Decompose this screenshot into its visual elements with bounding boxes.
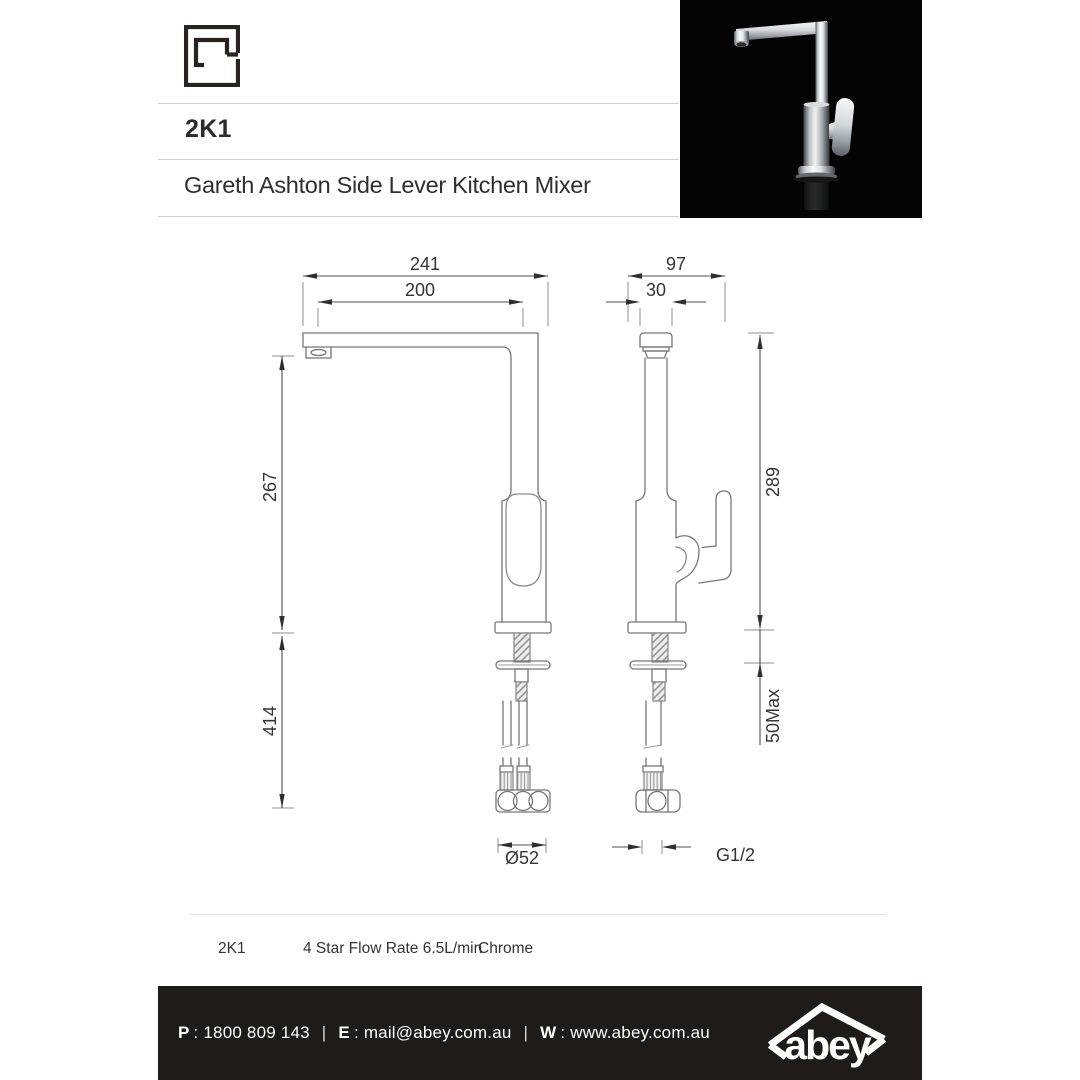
- dim-spout-reach-label: 200: [404, 280, 436, 300]
- technical-drawing: [240, 246, 800, 896]
- dim-height-above-bench-label: 267: [260, 471, 280, 503]
- dim-overall-height-label: 289: [763, 466, 783, 498]
- spec-row-divider: [190, 914, 886, 915]
- email-address[interactable]: : mail@abey.com.au: [353, 1023, 512, 1042]
- front-view-outline: [303, 333, 551, 812]
- abey-logo-text: abey: [784, 1022, 870, 1068]
- side-view-outline: [628, 333, 731, 812]
- header-rule-middle: [158, 159, 679, 160]
- dim-below-bench-length-label: 414: [260, 705, 280, 737]
- dim-thread-size-label: G1/2: [716, 845, 756, 865]
- product-code: 2K1: [185, 115, 232, 143]
- dim-max-bench-thickness-label: 50Max: [763, 688, 783, 744]
- abey-logo: [766, 999, 890, 1071]
- product-title: Gareth Ashton Side Lever Kitchen Mixer: [184, 172, 591, 198]
- header-rule-bottom: [158, 216, 679, 217]
- dimension-lines: [282, 276, 760, 847]
- email-label: E: [338, 1023, 350, 1042]
- dim-side-depth-label: 97: [665, 254, 687, 274]
- gareth-ashton-logo-icon: [184, 25, 240, 87]
- dim-overall-reach-label: 241: [409, 254, 441, 274]
- product-photo: [680, 0, 922, 218]
- footer-separator: |: [321, 1023, 327, 1042]
- footer-contact-line: [178, 986, 710, 1080]
- footer-bar: [158, 986, 922, 1080]
- dimension-arrows: [279, 273, 762, 849]
- phone-label: P: [178, 1023, 190, 1042]
- spec-product-code: 2K1: [218, 940, 246, 957]
- extension-lines: [272, 282, 774, 854]
- dim-neck-width-label: 30: [645, 280, 667, 300]
- phone-number[interactable]: : 1800 809 143: [193, 1023, 310, 1042]
- footer-separator: |: [523, 1023, 529, 1042]
- web-label: W: [540, 1023, 557, 1042]
- spec-finish: Chrome: [478, 940, 534, 957]
- header-rule-top: [158, 103, 679, 104]
- spec-flow-rate: 4 Star Flow Rate 6.5L/min: [303, 940, 483, 957]
- web-address[interactable]: : www.abey.com.au: [560, 1023, 710, 1042]
- dim-base-diameter-label: Ø52: [504, 848, 540, 868]
